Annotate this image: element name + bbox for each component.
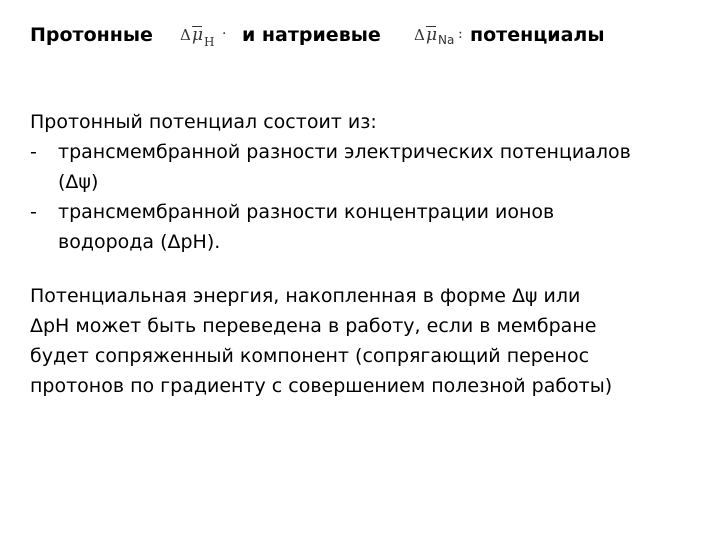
bullet-dash: -	[30, 141, 37, 163]
bullet-continuation: (Δψ)	[58, 171, 99, 193]
title-word-potentsialy: потенциалы	[470, 24, 605, 46]
title-word-natrievye: и натриевые	[242, 24, 381, 46]
title-word-protonnye: Протонные	[30, 24, 153, 46]
subscript-na: Na	[438, 33, 455, 47]
paragraph-line: Потенциальная энергия, накопленная в форме Δψ или	[30, 285, 581, 307]
delta-symbol: Δ	[180, 26, 191, 44]
formula-dot: ·	[222, 26, 227, 42]
mu-symbol: μ	[426, 25, 438, 45]
mu-symbol: μ	[192, 25, 204, 45]
paragraph-line: ΔpH может быть переведена в работу, если в мембране	[30, 315, 597, 337]
bullet-item	[30, 137, 700, 167]
formula-colon: :	[458, 26, 463, 42]
paragraph-line: протонов по градиенту с совершением полезной работы)	[30, 375, 613, 397]
delta-symbol: Δ	[414, 26, 425, 44]
formula-delta-mu-na	[414, 20, 468, 50]
bullet-text: трансмембранной разности концентрации ионов	[58, 201, 555, 223]
bullet-continuation: водорода (ΔpH).	[58, 231, 221, 253]
bullet-item	[30, 197, 700, 227]
proton-potential-block	[30, 107, 700, 257]
subscript-h: H	[204, 35, 215, 49]
intro-line: Протонный потенциал состоит из:	[30, 111, 377, 133]
bullet-dash: -	[30, 201, 37, 223]
bullet-text: трансмембранной разности электрических потенциалов	[58, 141, 631, 163]
formula-delta-mu-h	[180, 20, 232, 50]
paragraph-line: будет сопряженный компонент (сопрягающий перенос	[30, 345, 590, 367]
slide-title	[30, 20, 710, 52]
energy-paragraph	[30, 281, 700, 401]
